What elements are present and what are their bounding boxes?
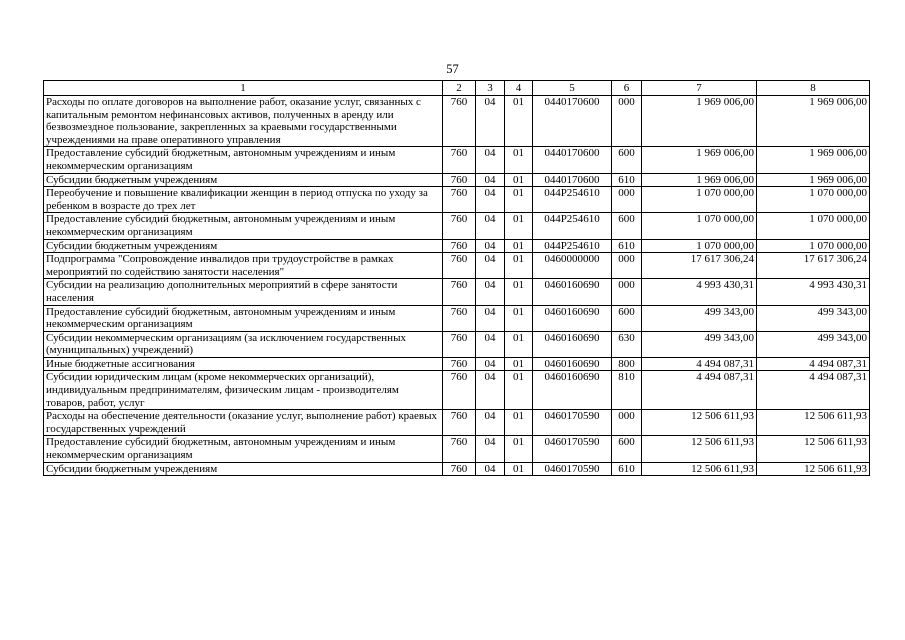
amount-col7: 1 969 006,00	[642, 147, 757, 173]
table-row	[44, 213, 870, 239]
table-row	[44, 173, 870, 187]
column-header: 3	[476, 81, 505, 96]
table-row	[44, 371, 870, 410]
row-description: Предоставление субсидий бюджетным, автономным учреждениям и иным некоммерческим организациям	[44, 147, 443, 173]
admin-code: 760	[443, 279, 476, 305]
admin-code: 760	[443, 331, 476, 357]
target-article-code: 0460160690	[533, 331, 612, 357]
section-code: 04	[476, 371, 505, 410]
table-row	[44, 436, 870, 462]
amount-col8: 1 969 006,00	[757, 173, 870, 187]
admin-code: 760	[443, 357, 476, 371]
page-number: 57	[446, 62, 459, 76]
amount-col7: 4 993 430,31	[642, 279, 757, 305]
table-row	[44, 410, 870, 436]
admin-code: 760	[443, 253, 476, 279]
target-article-code: 0460160690	[533, 279, 612, 305]
amount-col8: 1 070 000,00	[757, 187, 870, 213]
amount-col8: 1 969 006,00	[757, 147, 870, 173]
subsection-code: 01	[505, 213, 533, 239]
amount-col7: 1 070 000,00	[642, 239, 757, 253]
target-article-code: 0460170590	[533, 436, 612, 462]
admin-code: 760	[443, 96, 476, 147]
row-description: Переобучение и повышение квалификации женщин в период отпуска по уходу за ребенком в возрасте до трех лет	[44, 187, 443, 213]
budget-table	[43, 80, 870, 476]
section-code: 04	[476, 213, 505, 239]
amount-col8: 12 506 611,93	[757, 436, 870, 462]
target-article-code: 044P254610	[533, 239, 612, 253]
expense-type-code: 610	[612, 239, 642, 253]
table-row	[44, 462, 870, 476]
amount-col8: 4 494 087,31	[757, 357, 870, 371]
amount-col8: 12 506 611,93	[757, 410, 870, 436]
subsection-code: 01	[505, 462, 533, 476]
target-article-code: 0460160690	[533, 357, 612, 371]
row-description: Субсидии бюджетным учреждениям	[44, 173, 443, 187]
target-article-code: 0440170600	[533, 147, 612, 173]
row-description: Расходы на обеспечение деятельности (оказание услуг, выполнение работ) краевых государственных учреждений	[44, 410, 443, 436]
section-code: 04	[476, 410, 505, 436]
row-description: Предоставление субсидий бюджетным, автономным учреждениям и иным некоммерческим организациям	[44, 213, 443, 239]
target-article-code: 0460000000	[533, 253, 612, 279]
amount-col7: 4 494 087,31	[642, 357, 757, 371]
amount-col7: 4 494 087,31	[642, 371, 757, 410]
amount-col7: 1 070 000,00	[642, 213, 757, 239]
expense-type-code: 000	[612, 96, 642, 147]
amount-col8: 1 070 000,00	[757, 239, 870, 253]
column-header: 7	[642, 81, 757, 96]
amount-col8: 1 070 000,00	[757, 213, 870, 239]
section-code: 04	[476, 96, 505, 147]
target-article-code: 0440170600	[533, 96, 612, 147]
admin-code: 760	[443, 187, 476, 213]
table-row	[44, 147, 870, 173]
column-header: 2	[443, 81, 476, 96]
expense-type-code: 610	[612, 173, 642, 187]
subsection-code: 01	[505, 436, 533, 462]
amount-col7: 12 506 611,93	[642, 436, 757, 462]
section-code: 04	[476, 331, 505, 357]
amount-col8: 4 494 087,31	[757, 371, 870, 410]
subsection-code: 01	[505, 371, 533, 410]
admin-code: 760	[443, 436, 476, 462]
expense-type-code: 000	[612, 187, 642, 213]
column-header: 4	[505, 81, 533, 96]
subsection-code: 01	[505, 96, 533, 147]
section-code: 04	[476, 436, 505, 462]
subsection-code: 01	[505, 239, 533, 253]
expense-type-code: 600	[612, 213, 642, 239]
subsection-code: 01	[505, 187, 533, 213]
section-code: 04	[476, 357, 505, 371]
table-row	[44, 187, 870, 213]
row-description: Субсидии юридическим лицам (кроме некоммерческих организаций), индивидуальным предпринимателям, физическим лицам - производителям товаров, работ, услуг	[44, 371, 443, 410]
expense-type-code: 800	[612, 357, 642, 371]
amount-col7: 17 617 306,24	[642, 253, 757, 279]
section-code: 04	[476, 173, 505, 187]
table-row	[44, 96, 870, 147]
amount-col7: 499 343,00	[642, 331, 757, 357]
subsection-code: 01	[505, 410, 533, 436]
amount-col8: 1 969 006,00	[757, 96, 870, 147]
amount-col7: 1 969 006,00	[642, 96, 757, 147]
row-description: Предоставление субсидий бюджетным, автономным учреждениям и иным некоммерческим организациям	[44, 436, 443, 462]
table-row	[44, 305, 870, 331]
admin-code: 760	[443, 147, 476, 173]
expense-type-code: 000	[612, 253, 642, 279]
target-article-code: 044P254610	[533, 213, 612, 239]
subsection-code: 01	[505, 147, 533, 173]
table-row	[44, 253, 870, 279]
admin-code: 760	[443, 410, 476, 436]
row-description: Предоставление субсидий бюджетным, автономным учреждениям и иным некоммерческим организациям	[44, 305, 443, 331]
section-code: 04	[476, 239, 505, 253]
subsection-code: 01	[505, 305, 533, 331]
expense-type-code: 630	[612, 331, 642, 357]
amount-col8: 17 617 306,24	[757, 253, 870, 279]
amount-col7: 499 343,00	[642, 305, 757, 331]
target-article-code: 0460170590	[533, 410, 612, 436]
admin-code: 760	[443, 239, 476, 253]
section-code: 04	[476, 187, 505, 213]
target-article-code: 0460170590	[533, 462, 612, 476]
column-header: 6	[612, 81, 642, 96]
amount-col8: 4 993 430,31	[757, 279, 870, 305]
amount-col7: 1 070 000,00	[642, 187, 757, 213]
amount-col7: 1 969 006,00	[642, 173, 757, 187]
target-article-code: 0460160690	[533, 371, 612, 410]
column-header: 5	[533, 81, 612, 96]
table-row	[44, 331, 870, 357]
admin-code: 760	[443, 462, 476, 476]
subsection-code: 01	[505, 331, 533, 357]
section-code: 04	[476, 462, 505, 476]
row-description: Иные бюджетные ассигнования	[44, 357, 443, 371]
admin-code: 760	[443, 305, 476, 331]
section-code: 04	[476, 253, 505, 279]
subsection-code: 01	[505, 279, 533, 305]
subsection-code: 01	[505, 357, 533, 371]
row-description: Субсидии на реализацию дополнительных мероприятий в сфере занятости населения	[44, 279, 443, 305]
expense-type-code: 600	[612, 305, 642, 331]
expense-type-code: 600	[612, 147, 642, 173]
expense-type-code: 600	[612, 436, 642, 462]
admin-code: 760	[443, 213, 476, 239]
target-article-code: 0460160690	[533, 305, 612, 331]
amount-col7: 12 506 611,93	[642, 462, 757, 476]
row-description: Субсидии некоммерческим организациям (за исключением государственных (муниципальных) учреждений)	[44, 331, 443, 357]
section-code: 04	[476, 305, 505, 331]
row-description: Субсидии бюджетным учреждениям	[44, 239, 443, 253]
expense-type-code: 000	[612, 279, 642, 305]
amount-col8: 499 343,00	[757, 305, 870, 331]
expense-type-code: 000	[612, 410, 642, 436]
subsection-code: 01	[505, 173, 533, 187]
amount-col8: 499 343,00	[757, 331, 870, 357]
section-code: 04	[476, 279, 505, 305]
row-description: Подпрограмма "Сопровождение инвалидов при трудоустройстве в рамках мероприятий по содействию занятости населения"	[44, 253, 443, 279]
expense-type-code: 610	[612, 462, 642, 476]
table-row	[44, 239, 870, 253]
subsection-code: 01	[505, 253, 533, 279]
column-header: 8	[757, 81, 870, 96]
admin-code: 760	[443, 371, 476, 410]
section-code: 04	[476, 147, 505, 173]
table-row	[44, 357, 870, 371]
table-row	[44, 279, 870, 305]
target-article-code: 044P254610	[533, 187, 612, 213]
amount-col7: 12 506 611,93	[642, 410, 757, 436]
header-row	[44, 81, 870, 96]
expense-type-code: 810	[612, 371, 642, 410]
amount-col8: 12 506 611,93	[757, 462, 870, 476]
target-article-code: 0440170600	[533, 173, 612, 187]
column-header: 1	[44, 81, 443, 96]
admin-code: 760	[443, 173, 476, 187]
row-description: Расходы по оплате договоров на выполнение работ, оказание услуг, связанных с капитальным ремонтом нефинансовых активов, полученных в аренду или безвозмездное пользование, закрепленных за краевыми государственными учреждениями на праве оперативного управления	[44, 96, 443, 147]
row-description: Субсидии бюджетным учреждениям	[44, 462, 443, 476]
